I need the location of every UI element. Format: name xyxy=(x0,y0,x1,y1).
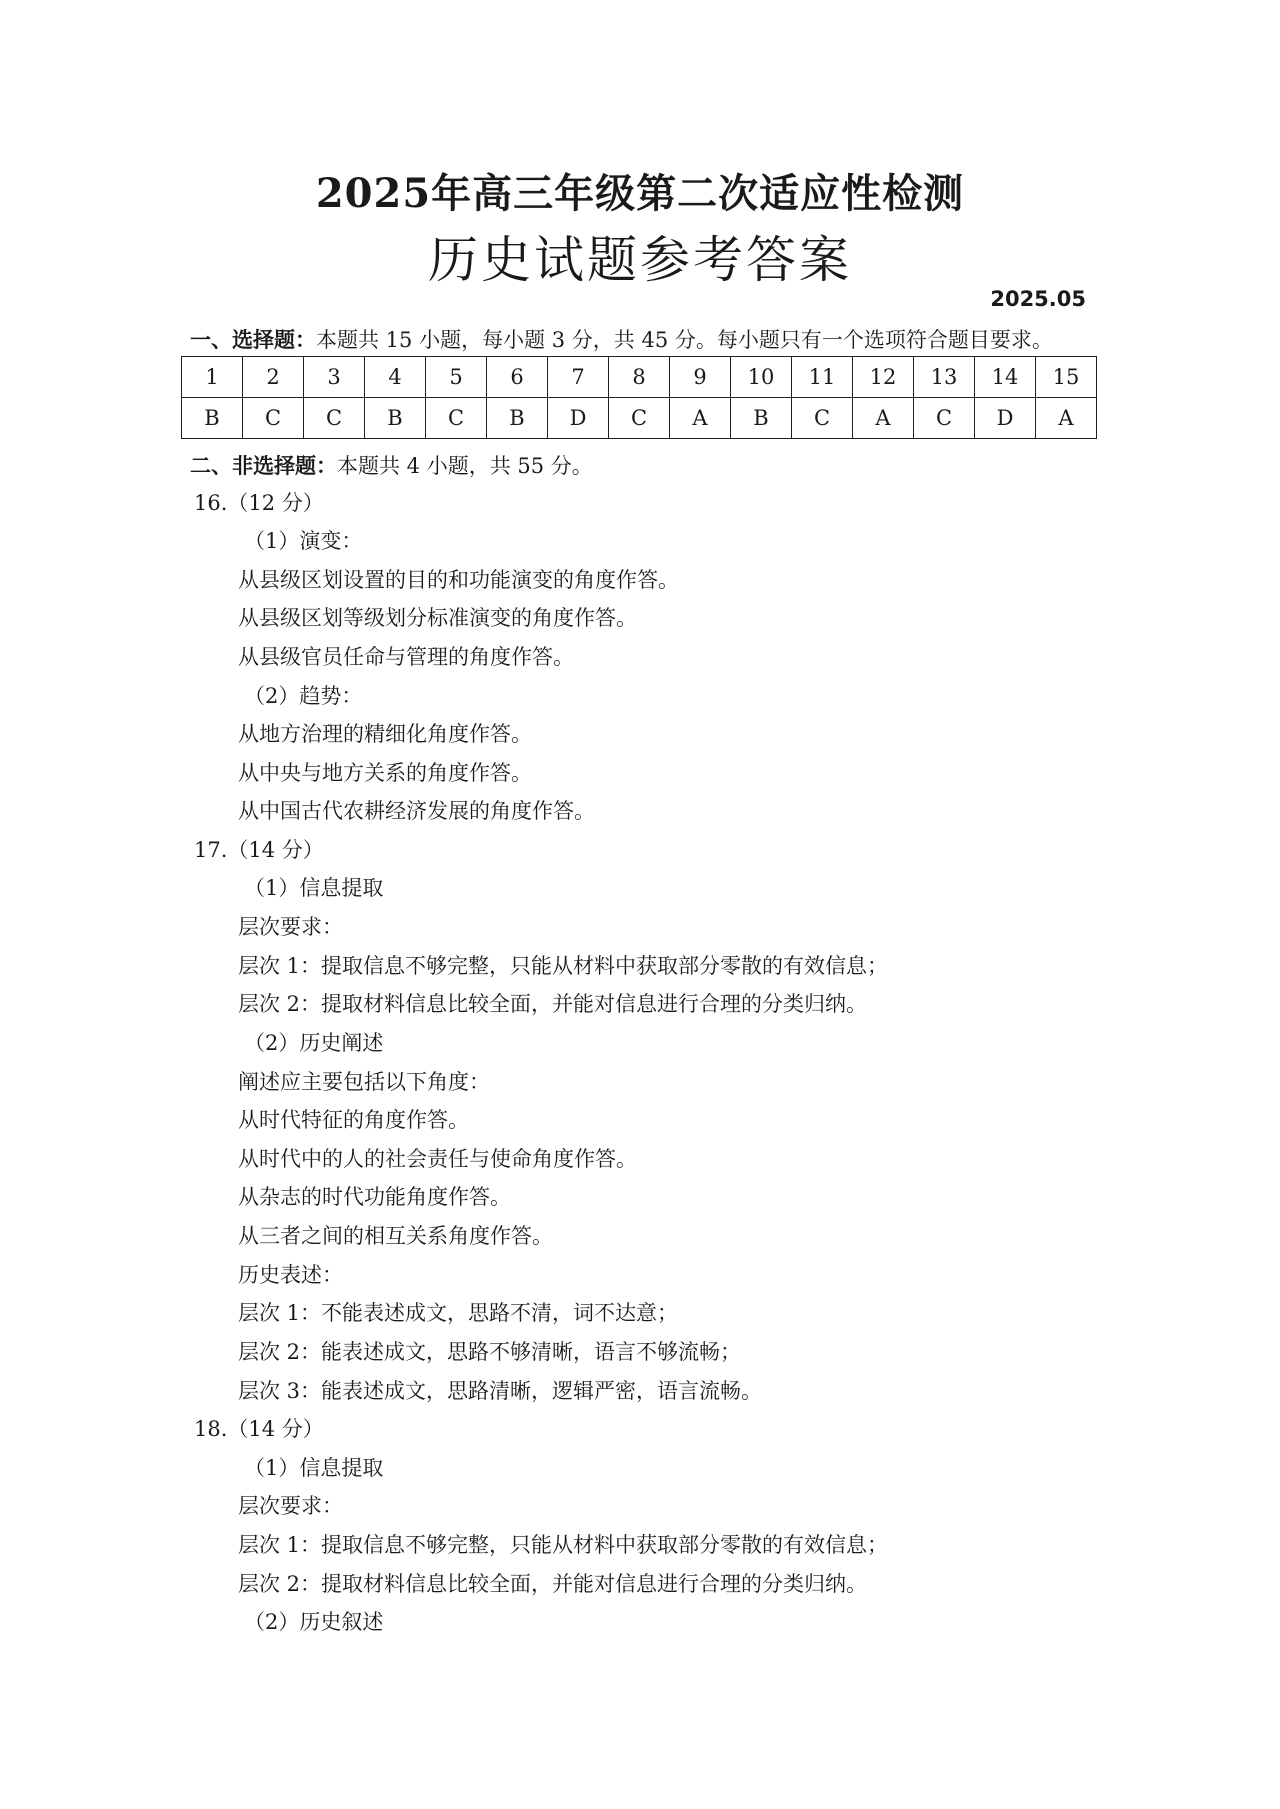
answer-cell: D xyxy=(975,398,1036,439)
answer-line: 层次 3：能表述成文，思路清晰，逻辑严密，语言流畅。 xyxy=(238,1379,763,1403)
document-title: 历史试题参考答案 xyxy=(428,231,852,289)
question-number: 7 xyxy=(548,357,609,398)
question-16-heading: 16.（12 分） xyxy=(194,491,324,515)
answer-cell: C xyxy=(426,398,487,439)
answer-line: 从杂志的时代功能角度作答。 xyxy=(238,1185,511,1209)
question-number: 13 xyxy=(914,357,975,398)
question-number: 12 xyxy=(853,357,914,398)
section2-heading xyxy=(190,452,593,480)
answer-line: 从时代特征的角度作答。 xyxy=(238,1108,469,1132)
answer-line: 从地方治理的精细化角度作答。 xyxy=(238,722,532,746)
document-date: 2025.05 xyxy=(990,287,1086,311)
subsection-heading: （2）历史叙述 xyxy=(244,1610,384,1634)
question-number: 1 xyxy=(182,357,243,398)
question-number: 14 xyxy=(975,357,1036,398)
answer-line: 层次 2：提取材料信息比较全面，并能对信息进行合理的分类归纳。 xyxy=(238,992,868,1016)
subsection-heading: （1）信息提取 xyxy=(244,876,384,900)
answer-row xyxy=(182,398,1097,439)
section2-label: 二、非选择题： xyxy=(190,453,337,478)
question-number: 15 xyxy=(1036,357,1097,398)
answer-line: 层次要求： xyxy=(238,915,343,939)
answer-line: 从三者之间的相互关系角度作答。 xyxy=(238,1224,553,1248)
question-number: 3 xyxy=(304,357,365,398)
answer-cell: B xyxy=(182,398,243,439)
section1-description: 本题共 15 小题，每小题 3 分，共 45 分。每小题只有一个选项符合题目要求。 xyxy=(316,328,1053,352)
answer-cell: C xyxy=(609,398,670,439)
answer-line: 层次 1：提取信息不够完整，只能从材料中获取部分零散的有效信息； xyxy=(238,1533,889,1557)
subsection-heading: （2）历史阐述 xyxy=(244,1031,384,1055)
answer-table xyxy=(181,356,1097,439)
answer-cell: A xyxy=(1036,398,1097,439)
answer-line: 从县级区划设置的目的和功能演变的角度作答。 xyxy=(238,568,679,592)
question-18-heading: 18.（14 分） xyxy=(194,1417,324,1441)
subsection-heading: （1）演变： xyxy=(244,529,363,553)
section1-heading xyxy=(190,326,1053,354)
subsection-heading: （2）趋势： xyxy=(244,684,363,708)
section2-description: 本题共 4 小题，共 55 分。 xyxy=(337,454,593,478)
question-number: 11 xyxy=(792,357,853,398)
exam-title: 2025年高三年级第二次适应性检测 xyxy=(315,170,965,217)
question-number: 9 xyxy=(670,357,731,398)
answer-cell: A xyxy=(670,398,731,439)
answer-cell: B xyxy=(365,398,426,439)
answer-line: 从县级区划等级划分标准演变的角度作答。 xyxy=(238,606,637,630)
question-number: 5 xyxy=(426,357,487,398)
question-number: 6 xyxy=(487,357,548,398)
answer-cell: B xyxy=(487,398,548,439)
answer-line: 历史表述： xyxy=(238,1263,343,1287)
answer-line: 层次 2：能表述成文，思路不够清晰，语言不够流畅； xyxy=(238,1340,742,1364)
answer-cell: C xyxy=(792,398,853,439)
answer-cell: C xyxy=(914,398,975,439)
answer-line: 层次要求： xyxy=(238,1494,343,1518)
answer-cell: C xyxy=(304,398,365,439)
question-number-row xyxy=(182,357,1097,398)
answer-cell: D xyxy=(548,398,609,439)
answer-line: 层次 2：提取材料信息比较全面，并能对信息进行合理的分类归纳。 xyxy=(238,1572,868,1596)
answer-line: 从县级官员任命与管理的角度作答。 xyxy=(238,645,574,669)
question-17-heading: 17.（14 分） xyxy=(194,838,324,862)
question-number: 8 xyxy=(609,357,670,398)
section1-label: 一、选择题： xyxy=(190,327,316,352)
answer-line: 从中国古代农耕经济发展的角度作答。 xyxy=(238,799,595,823)
answer-cell: A xyxy=(853,398,914,439)
subsection-heading: （1）信息提取 xyxy=(244,1456,384,1480)
answer-line: 从时代中的人的社会责任与使命角度作答。 xyxy=(238,1147,637,1171)
question-number: 4 xyxy=(365,357,426,398)
answer-line: 层次 1：提取信息不够完整，只能从材料中获取部分零散的有效信息； xyxy=(238,954,889,978)
answer-cell: C xyxy=(243,398,304,439)
question-number: 2 xyxy=(243,357,304,398)
answer-cell: B xyxy=(731,398,792,439)
answer-line: 从中央与地方关系的角度作答。 xyxy=(238,761,532,785)
answer-line: 层次 1：不能表述成文，思路不清，词不达意； xyxy=(238,1301,679,1325)
answer-line: 阐述应主要包括以下角度： xyxy=(238,1070,490,1094)
question-number: 10 xyxy=(731,357,792,398)
